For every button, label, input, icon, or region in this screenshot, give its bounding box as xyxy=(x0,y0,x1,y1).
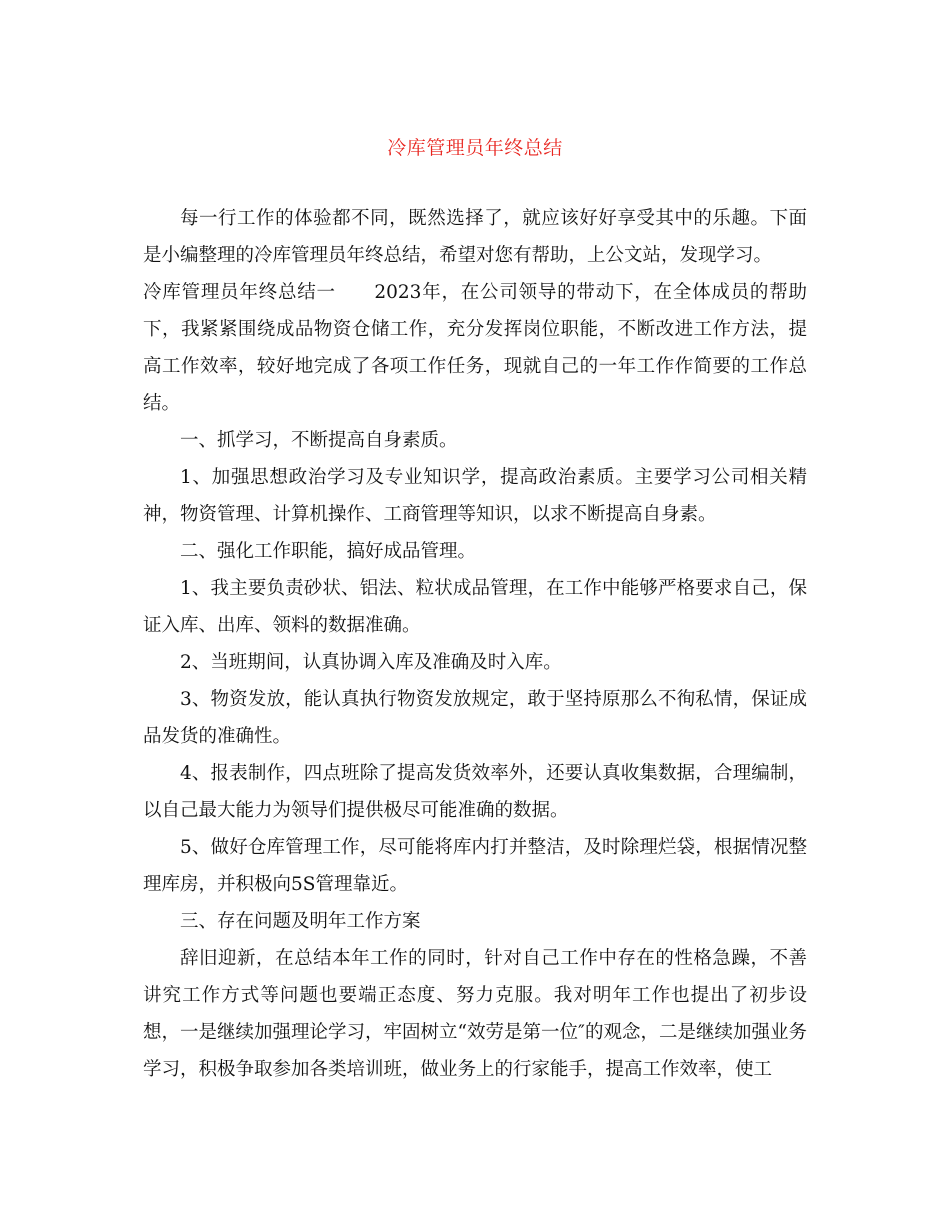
section-heading-function: 二、强化工作职能，搞好成品管理。 xyxy=(180,541,477,562)
document-title: 冷库管理员年终总结 xyxy=(387,137,563,159)
paragraph-intro: 每一行工作的体验都不同，既然选择了，就应该好好享受其中的乐趣。下面是小编整理的冷库管理员年终总结，希望对您有帮助，上公文站，发现学习。 xyxy=(143,208,807,266)
section-heading-problems: 三、存在问题及明年工作方案 xyxy=(180,911,421,932)
paragraph-study-item-1: 1、加强思想政治学习及专业知识学，提高政治素质。主要学习公司相关精神，物资管理、计算机操作、工商管理等知识，以求不断提高自身素。 xyxy=(143,467,807,525)
paragraph-function-item-1: 1、我主要负责砂状、铝法、粒状成品管理，在工作中能够严格要求自己，保证入库、出库、领料的数据准确。 xyxy=(143,578,807,636)
document-body xyxy=(143,200,807,1088)
paragraph-summary-one: 冷库管理员年终总结一 2023年，在公司领导的带动下，在全体成员的帮助下，我紧紧围绕成品物资仓储工作，充分发挥岗位职能，不断改进工作方法，提高工作效率，较好地完成了各项工作任务，现就自己的一年工作作简要的工作总结。 xyxy=(143,282,807,414)
paragraph-function-item-5: 5、做好仓库管理工作，尽可能将库内打并整洁，及时除理烂袋，根据情况整理库房，并积极向5S管理靠近。 xyxy=(143,837,807,895)
paragraph-function-item-2: 2、当班期间，认真协调入库及准确及时入库。 xyxy=(180,652,562,673)
section-heading-study: 一、抓学习，不断提高自身素质。 xyxy=(180,430,458,451)
paragraph-function-item-3: 3、物资发放，能认真执行物资发放规定，敢于坚持原那么不徇私情，保证成品发货的准确性。 xyxy=(143,689,807,747)
paragraph-problems: 辞旧迎新，在总结本年工作的同时，针对自己工作中存在的性格急躁，不善讲究工作方式等问题也要端正态度、努力克服。我对明年工作也提出了初步设想，一是继续加强理论学习，牢固树立“效劳是第一位″的观念，二是继续加强业务学习，积极争取参加各类培训班，做业务上的行家能手，提高工作效率，使工 xyxy=(143,948,807,1080)
paragraph-function-item-4: 4、报表制作，四点班除了提高发货效率外，还要认真收集数据，合理编制，以自己最大能力为领导们提供极尽可能准确的数据。 xyxy=(143,763,807,821)
